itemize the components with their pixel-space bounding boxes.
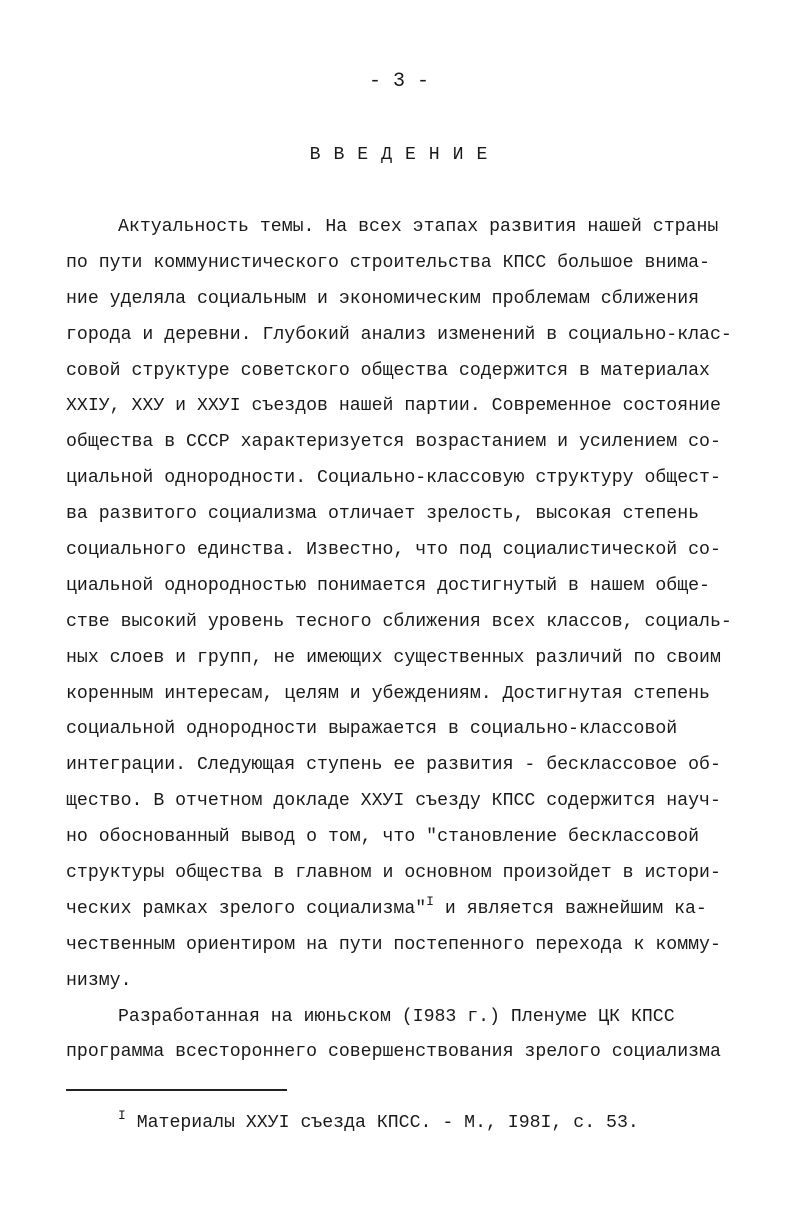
- text-line: чественным ориентиром на пути постепенного перехода к комму-: [66, 934, 721, 955]
- text-line: циальной однородностью понимается достигнутый в нашем обще-: [66, 575, 710, 596]
- text-line: стве высокий уровень тесного сближения всех классов, социаль-: [66, 611, 732, 632]
- text-line: интеграции. Следующая ступень ее развития - бесклассовое об-: [66, 755, 721, 776]
- footnote: [118, 1105, 639, 1142]
- page-number: - 3 -: [368, 70, 429, 93]
- text-line: ва развитого социализма отличает зрелость, высокая степень: [66, 504, 700, 525]
- text-line: совой структуре советского общества содержится в материалах: [66, 360, 710, 381]
- text-line: структуры общества в главном и основном произойдет в истори-: [66, 863, 721, 884]
- section-title: В В Е Д Е Н И Е: [309, 145, 489, 165]
- text-segment: и является важнейшим ка-: [433, 898, 707, 919]
- body-text: [66, 210, 732, 1071]
- text-line: ных слоев и групп, не имеющих существенных различий по своим: [66, 647, 721, 668]
- text-line: низму.: [66, 970, 132, 991]
- text-line: социальной однородности выражается в социально-классовой: [66, 719, 678, 740]
- text-line: щество. В отчетном докладе ХХУI съезду КПСС содержится науч-: [66, 791, 721, 812]
- text-line: города и деревни. Глубокий анализ изменений в социально-клас-: [66, 324, 732, 345]
- text-line: общества в СССР характеризуется возрастанием и усилением со-: [66, 432, 721, 453]
- footnote-text: Материалы ХХУI съезда КПСС. - М., I98I, с. 53.: [125, 1113, 639, 1133]
- text-line: программа всестороннего совершенствования зрелого социализма: [66, 1042, 721, 1063]
- text-line: но обоснованный вывод о том, что "становление бесклассовой: [66, 827, 700, 848]
- text-line: циальной однородности. Социально-классовую структуру общест-: [66, 468, 721, 489]
- text-line: коренным интересам, целям и убеждениям. Достигнутая степень: [66, 683, 710, 704]
- footnote-reference[interactable]: I: [426, 893, 434, 909]
- footnote-divider: [66, 1089, 287, 1091]
- text-line: Актуальность темы. На всех этапах развития нашей страны: [118, 217, 719, 237]
- footnote-mark: I: [118, 1108, 126, 1123]
- text-line: ХХIУ, ХХУ и ХХУI съездов нашей партии. Современное состояние: [66, 396, 721, 417]
- text-line: социального единства. Известно, что под социалистической со-: [66, 540, 721, 561]
- text-segment: ческих рамках зрелого социализма": [66, 898, 427, 919]
- text-line: по пути коммунистического строительства КПСС большое внима-: [66, 252, 710, 273]
- text-line-with-footnote: [66, 892, 732, 928]
- text-line: Разработанная на июньском (I983 г.) Пленуме ЦК КПСС: [118, 1006, 675, 1027]
- text-line: ние уделяла социальным и экономическим проблемам сближения: [66, 288, 700, 309]
